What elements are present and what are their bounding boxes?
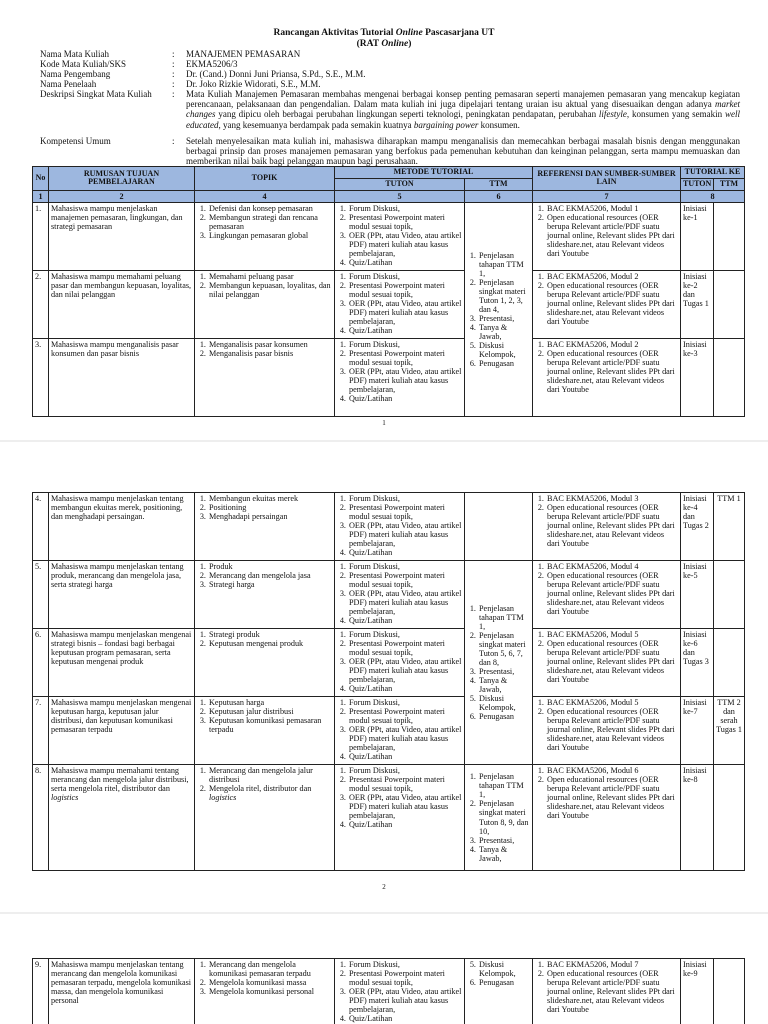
document-page-2: [0, 442, 768, 912]
course-meta: [40, 49, 740, 166]
ttm-methods-1: 1. Penjelasan tahapan TTM 1, 2. Penjelasan singkat materi Tuton 1, 2, 3, dan 4, 3. Presentasi, 4. Tanya & Jawab, 5. Diskusi Kelompok, 6. Penugasan: [465, 202, 533, 416]
meta-row-developer: Nama Pengembang : Dr. (Cand.) Donni Juni Priansa, S.Pd., S.E., M.M.: [40, 69, 366, 80]
table-number-row: 1 2 4 5 6 7 8: [33, 190, 745, 202]
document-subtitle: (RAT Online): [356, 39, 412, 49]
page-number: 2: [382, 883, 386, 891]
ttm-methods-3: 1. Penjelasan tahapan TTM 1, 2. Penjelasan singkat materi Tuton 8, 9, dan 10, 3. Presentasi, 4. Tanya & Jawab,: [465, 765, 533, 871]
table-row: 3. Mahasiswa mampu menganalisis pasar konsumen dan pasar bisnis 1. Menganalisis pasar konsumen 2. Menganalisis pasar bisnis 1. Forum Diskusi, 2. Presentasi Powerpoint materi modul sesuai topik, 3. OER (PPt, atau Video, atau artikel PDF) materi kuliah atau kasus pembelajaran, 4. Quiz/Latihan 1. BAC EKMA5206, Modul 2 2. Open educational resources (OER berupa Relevant article/PDF suatu journal online, Relevant slides PPt dari slideshare.net, atau Relevant videos dari Youtube Inisiasi ke-3: [33, 338, 745, 416]
col-header-topik: TOPIK: [195, 167, 335, 191]
table-row: 4. Mahasiswa mampu menjelaskan tentang membangun ekuitas merek, positioning, dan menghadapi persaingan. 1. Membangun ekuitas merek 2. Positioning 3. Menghadapi persaingan 1. Forum Diskusi, 2. Presentasi Powerpoint materi modul sesuai topik, 3. OER (PPt, atau Video, atau artikel PDF) materi kuliah atau kasus pembelajaran, 4. Quiz/Latihan 1. BAC EKMA5206, Modul 3 2. Open educational resources (OER berupa Relevant article/PDF suatu journal online, Relevant slides PPt dari slideshare.net, atau Relevant videos dari Youtube Inisiasi ke-4 dan Tugas 2 TTM 1: [33, 493, 745, 561]
col-header-tutorial-ke: TUTORIAL KE: [681, 167, 745, 179]
table-row: 2. Mahasiswa mampu memahami peluang pasar dan membangun kepuasan, loyalitas, dan nilai pelanggan 1. Memahami peluang pasar 2. Membangun kepuasan, loyalitas, dan nilai pelanggan 1. Forum Diskusi, 2. Presentasi Powerpoint materi modul sesuai topik, 3. OER (PPt, atau Video, atau artikel PDF) materi kuliah atau kasus pembelajaran, 4. Quiz/Latihan 1. BAC EKMA5206, Modul 2 2. Open educational resources (OER berupa Relevant article/PDF suatu journal online, Relevant slides PPt dari slideshare.net, atau Relevant videos dari Youtube Inisiasi ke-2 dan Tugas 1: [33, 270, 745, 338]
table-row: 7. Mahasiswa mampu menjelaskan mengenai keputusan harga, keputusan jalur distribusi, dan keputusan komunikasi pemasaran terpadu 1. Keputusan harga 2. Keputusan jalur distribusi 3. Keputusan komunikasi pemasaran terpadu 1. Forum Diskusi, 2. Presentasi Powerpoint materi modul sesuai topik, 3. OER (PPt, atau Video, atau artikel PDF) materi kuliah atau kasus pembelajaran, 4. Quiz/Latihan 1. BAC EKMA5206, Modul 5 2. Open educational resources (OER berupa Relevant article/PDF suatu journal online, Relevant slides PPt dari slideshare.net, atau Relevant videos dari Youtube Inisiasi ke-7 TTM 2 dan serah Tugas 1: [33, 697, 745, 765]
page-number: 1: [382, 419, 386, 427]
table-row: 1. Mahasiswa mampu menjelaskan manajemen pemasaran, lingkungan, dan strategi pemasaran 1. Defenisi dan konsep pemasaran 2. Membangun strategi dan rencana pemasaran 3. Lingkungan pemasaran global 1. Forum Diskusi, 2. Presentasi Powerpoint materi modul sesuai topik, 3. OER (PPt, atau Video, atau artikel PDF) materi kuliah atau kasus pembelajaran, 4. Quiz/Latihan 1. Penjelasan tahapan TTM 1, 2. Penjelasan singkat materi Tuton 1, 2, 3, dan 4, 3. Presentasi, 4. Tanya & Jawab, 5. Diskusi Kelompok, 6. Penugasan 1. BAC EKMA5206, Modul 1 2. Open educational resources (OER berupa Relevant article/PDF suatu journal online, Relevant slides PPt dari slideshare.net, atau Relevant videos dari Youtube Inisiasi ke-1: [33, 202, 745, 270]
meta-row-competency: Kompetensi Umum : Setelah menyelesaikan mata kuliah ini, mahasiswa diharapkan mampu menganalisis dan memecahkan berbagai masalah bisnis dengan menggunakan berbagai prinsip dan proses manajemen pemasaran yang berfokus pada pemenuhan kebutuhan dan keinginan pelanggan, serta mampu memuaskan dan memberikan nilai baik bagi pelanggan maupun bagi perusahaan.: [40, 135, 740, 166]
col-header-tutorial-tuton: TUTON: [681, 178, 714, 190]
ttm-methods-4: 5. Diskusi Kelompok, 6. Penugasan: [465, 959, 533, 1024]
col-header-rumusan: RUMUSAN TUJUAN PEMBELAJARAN: [49, 167, 195, 191]
table-row: 6. Mahasiswa mampu menjelaskan mengenai strategi bisnis – fondasi bagi berbagai keputusan program pemasaran, serta keputusan mengenai produk 1. Strategi produk 2. Keputusan mengenai produk 1. Forum Diskusi, 2. Presentasi Powerpoint materi modul sesuai topik, 3. OER (PPt, atau Video, atau artikel PDF) materi kuliah atau kasus pembelajaran, 4. Quiz/Latihan 1. BAC EKMA5206, Modul 5 2. Open educational resources (OER berupa Relevant article/PDF suatu journal online, Relevant slides PPt dari slideshare.net, atau Relevant videos dari Youtube Inisiasi ke-6 dan Tugas 3: [33, 629, 745, 697]
col-header-referensi: REFERENSI DAN SUMBER-SUMBER LAIN: [533, 167, 681, 191]
tutorial-table-page-3: [32, 958, 745, 1024]
tutorial-table-page-2: [32, 492, 745, 871]
table-row: 5. Mahasiswa mampu menjelaskan tentang produk, merancang dan mengelola jasa, serta strategi harga 1. Produk 2. Merancang dan mengelola jasa 3. Strategi harga 1. Forum Diskusi, 2. Presentasi Powerpoint materi modul sesuai topik, 3. OER (PPt, atau Video, atau artikel PDF) materi kuliah atau kasus pembelajaran, 4. Quiz/Latihan 1. Penjelasan tahapan TTM 1, 2. Penjelasan singkat materi Tuton 5, 6, 7, dan 8, 3. Presentasi, 4. Tanya & Jawab, 5. Diskusi Kelompok, 6. Penugasan 1. BAC EKMA5206, Modul 4 2. Open educational resources (OER berupa Relevant article/PDF suatu journal online, Relevant slides PPt dari slideshare.net, atau Relevant videos dari Youtube Inisiasi ke-5: [33, 561, 745, 629]
col-header-tutorial-ttm: TTM: [714, 178, 745, 190]
col-header-no: No: [33, 167, 49, 191]
table-row: 9. Mahasiswa mampu menjelaskan tentang merancang dan mengelola komunikasi pemasaran terpadu, mengelola komunikasi massa, dan mengelola komunikasi personal 1. Merancang dan mengelola komunikasi pemasaran terpadu 2. Mengelola komunikasi massa 3. Mengelola komunikasi personal 1. Forum Diskusi, 2. Presentasi Powerpoint materi modul sesuai topik, 3. OER (PPt, atau Video, atau artikel PDF) materi kuliah atau kasus pembelajaran, 4. Quiz/Latihan 5. Diskusi Kelompok, 6. Penugasan 1. BAC EKMA5206, Modul 7 2. Open educational resources (OER berupa Relevant article/PDF suatu journal online, Relevant slides PPt dari slideshare.net, atau Relevant videos dari Youtube Inisiasi ke-9: [33, 959, 745, 1024]
document-page-3: [0, 914, 768, 1024]
table-row: 8. Mahasiswa mampu memahami tentang merancang dan mengelola jalur distribusi, serta mengelola ritel, distributor dan logistics 1. Merancang dan mengelola jalur distribusi 2. Mengelola ritel, distributor dan logistics 1. Forum Diskusi, 2. Presentasi Powerpoint materi modul sesuai topik, 3. OER (PPt, atau Video, atau artikel PDF) materi kuliah atau kasus pembelajaran, 4. Quiz/Latihan 1. Penjelasan tahapan TTM 1, 2. Penjelasan singkat materi Tuton 8, 9, dan 10, 3. Presentasi, 4. Tanya & Jawab, 1. BAC EKMA5206, Modul 6 2. Open educational resources (OER berupa Relevant article/PDF suatu journal online, Relevant slides PPt dari slideshare.net, atau Relevant videos dari Youtube Inisiasi ke-8: [33, 765, 745, 871]
course-description: Mata Kuliah Manajemen Pemasaran membahas mengenai berbagai konsep penting pemasaran seperti manajemen pemasaran yang mencakup kegiatan perencanaan, pelaksanaan dan pengendalian. Dalam mata kuliah ini juga dipelajari tentang uraian isu aktual yang disesuaikan dengan adanya market changes yang dipicu oleh berbagai perubahan lingkungan seperti teknologi, peningkatan pendapatan, perubahan lifestyle, konsumen yang semakin well educated, yang kesemuanya berdampak pada semakin kuatnya bargaining power konsumen.: [186, 89, 740, 130]
meta-row-course-name: Nama Mata Kuliah : MANAJEMEN PEMASARAN: [40, 49, 301, 59]
col-header-ttm: TTM: [465, 178, 533, 190]
document-title: Rancangan Aktivitas Tutorial Online Pascasarjana UT: [273, 28, 495, 38]
meta-row-reviewer: Nama Penelaah : Dr. Joko Rizkie Widorati, S.E., M.M.: [40, 79, 321, 90]
table-header-row: [33, 167, 745, 179]
col-header-tuton: TUTON: [335, 178, 465, 190]
tutorial-table-page-1: [32, 166, 745, 417]
meta-row-course-code: Kode Mata Kuliah/SKS : EKMA5206/3: [40, 59, 238, 70]
meta-row-description: Deskripsi Singkat Mata Kuliah : Mata Kuliah Manajemen Pemasaran membahas mengenai berbagai konsep penting pemasaran seperti manajemen pemasaran yang mencakup kegiatan perencanaan, pelaksanaan dan pengendalian. Dalam mata kuliah ini juga dipelajari tentang uraian isu aktual yang disesuaikan dengan adanya market changes yang dipicu oleh berbagai perubahan lingkungan seperti teknologi, peningkatan pendapatan, perubahan lifestyle, konsumen yang semakin well educated, yang kesemuanya berdampak pada semakin kuatnya bargaining power konsumen.: [40, 89, 740, 130]
ttm-methods-2: 1. Penjelasan tahapan TTM 1, 2. Penjelasan singkat materi Tuton 5, 6, 7, dan 8, 3. Presentasi, 4. Tanya & Jawab, 5. Diskusi Kelompok, 6. Penugasan: [465, 561, 533, 765]
document-page-1: [0, 0, 768, 440]
col-header-metode: METODE TUTORIAL: [335, 167, 533, 179]
